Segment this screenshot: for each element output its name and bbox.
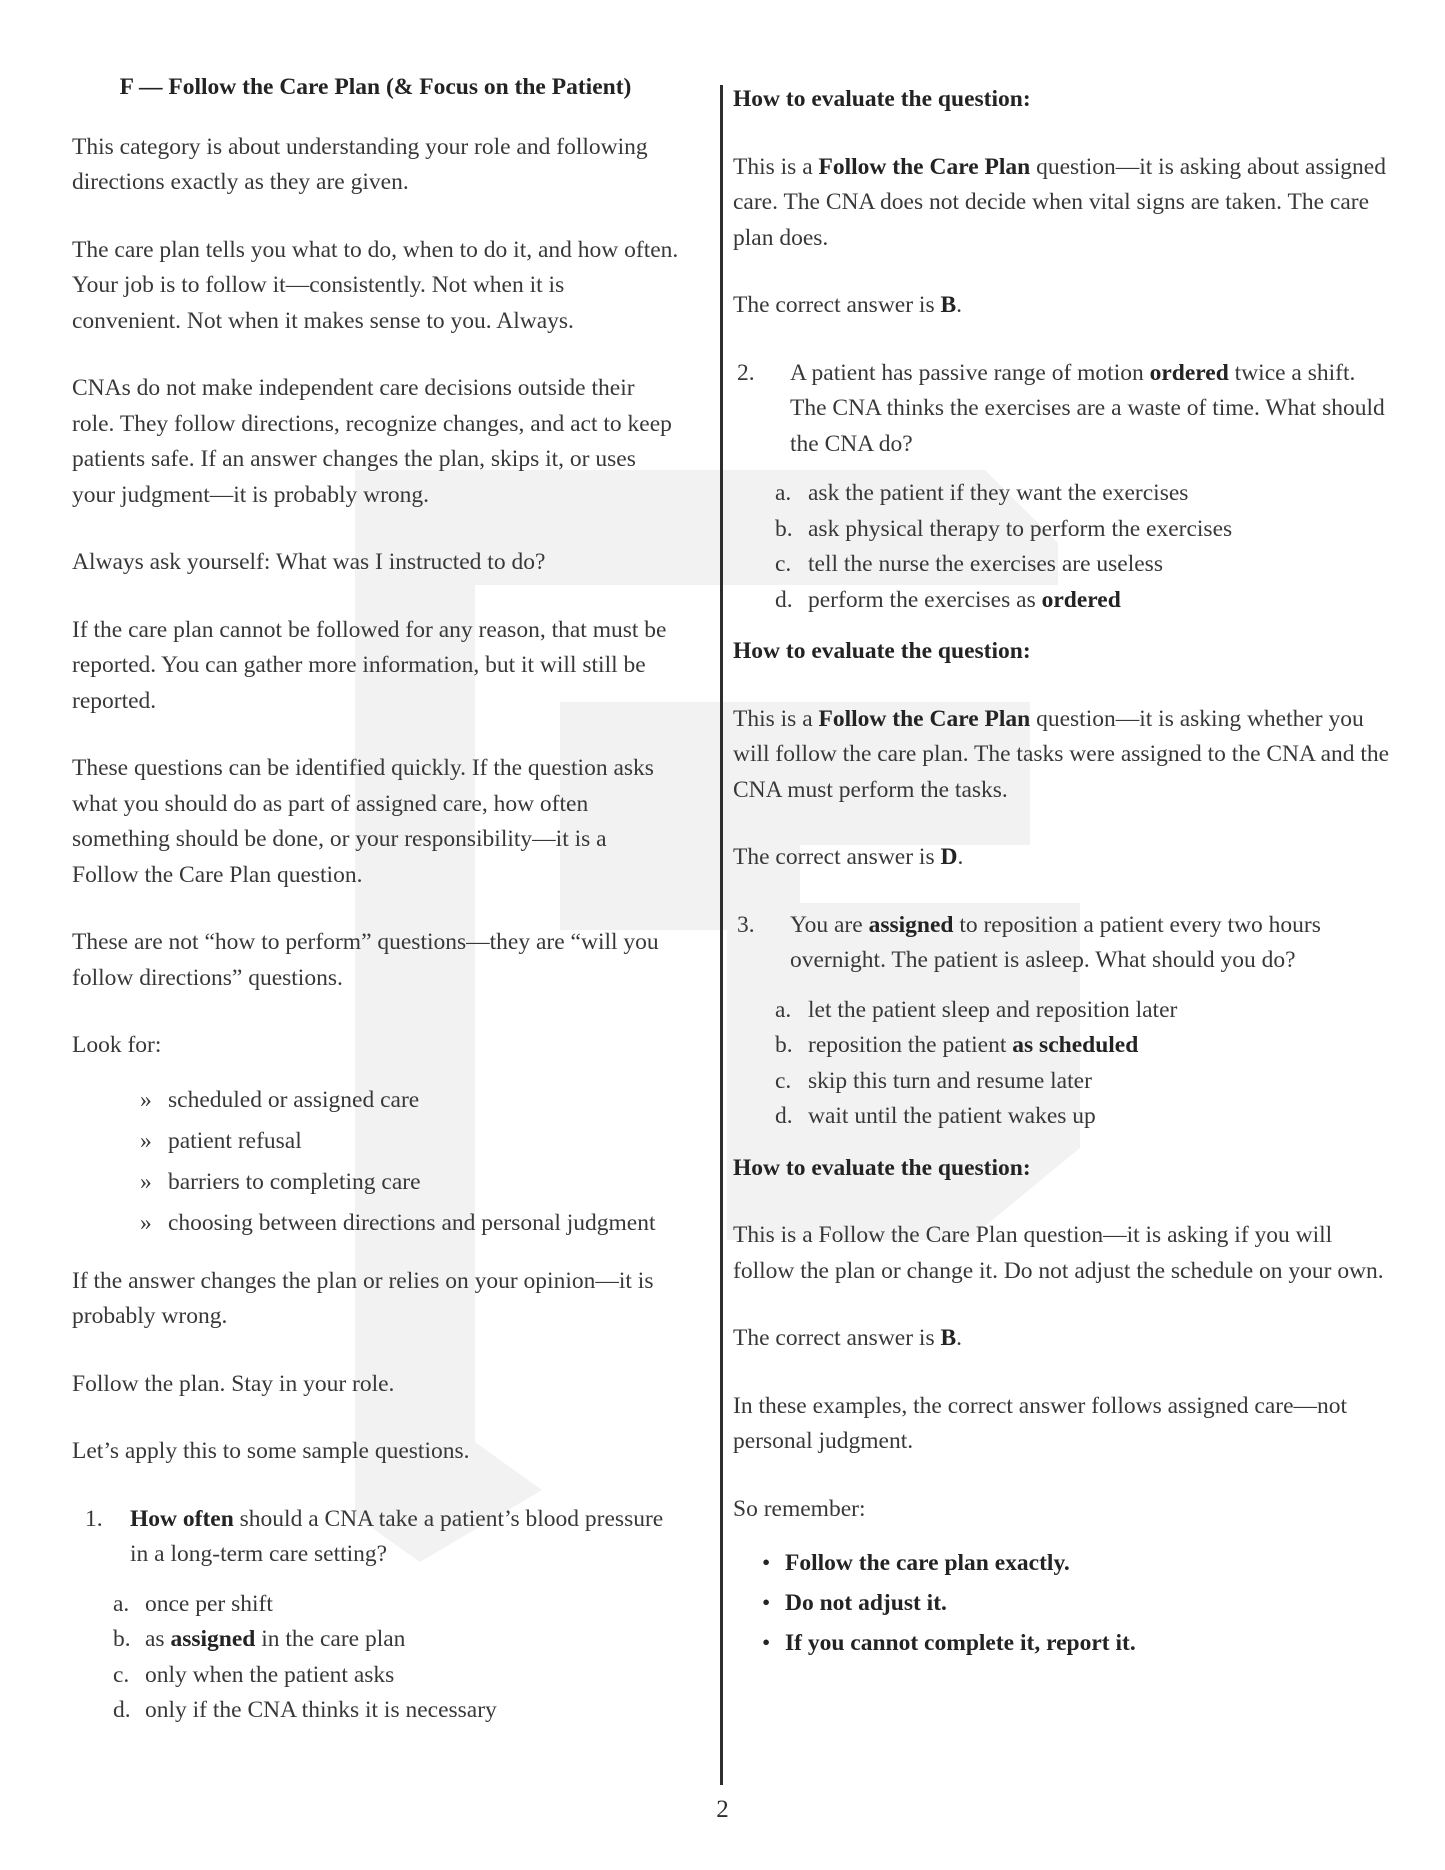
question-2	[733, 356, 1395, 463]
bullet-item-text: choosing between directions and personal judgment	[168, 1209, 656, 1236]
remember-item	[733, 1583, 1395, 1623]
bullet-item-text: barriers to completing care	[168, 1168, 421, 1195]
bullet-item	[72, 1121, 679, 1162]
intro-paragraph-2: The care plan tells you what to do, when to do it, and how often. Your job is to follow it—consistently. Not when it is convenient. Not when it makes sense to you. Always.	[72, 236, 679, 334]
option-text: perform the exercises as ordered	[808, 586, 1121, 613]
question-1-option-d	[72, 1693, 679, 1729]
question-3-text: You are assigned to reposition a patient every two hours overnight. The patient is asleep. What should you do?	[790, 911, 1321, 973]
option-text: tell the nurse the exercises are useless	[808, 551, 1163, 577]
option-text: once per shift	[145, 1590, 273, 1617]
dot-bullet-icon: •	[762, 1590, 771, 1616]
remember-item	[733, 1623, 1395, 1663]
section-title: F — Follow the Care Plan (& Focus on the Patient)	[119, 74, 632, 100]
intro-paragraph-3: CNAs do not make independent care decisions outside their role. They follow directions, recognize changes, and act to keep patients safe. If an answer changes the plan, skips it, or uses your judgment—it is probably wrong.	[72, 375, 672, 508]
question-3	[733, 908, 1395, 979]
option-text: only when the patient asks	[145, 1661, 395, 1688]
question-1-option-c	[72, 1658, 679, 1694]
question-3-option-a	[733, 993, 1395, 1029]
option-text: skip this turn and resume later	[808, 1067, 1092, 1094]
bullet-item	[72, 1162, 679, 1203]
question-1-option-b	[72, 1622, 679, 1658]
dot-bullet-icon: •	[762, 1630, 771, 1656]
option-letter: a.	[113, 1590, 130, 1617]
correct-answer-2: The correct answer is D.	[733, 844, 964, 870]
option-letter: b.	[113, 1626, 131, 1652]
question-1-option-a	[72, 1587, 679, 1623]
correct-answer-1: The correct answer is B.	[733, 292, 963, 318]
question-3-number: 3.	[737, 911, 755, 938]
dot-bullet-icon: •	[762, 1550, 771, 1576]
option-letter: b.	[775, 515, 793, 542]
remember-item-text: Do not adjust it.	[785, 1590, 947, 1616]
option-letter: b.	[775, 1032, 793, 1058]
question-1-options	[72, 1587, 679, 1729]
option-letter: c.	[775, 1067, 792, 1094]
question-2-option-b	[733, 512, 1395, 548]
option-letter: a.	[775, 996, 792, 1023]
correct-answer-3: The correct answer is B.	[733, 1325, 963, 1351]
intro-paragraph-1: This category is about understanding your role and following directions exactly as they are given.	[72, 133, 648, 195]
bullet-item	[72, 1080, 679, 1121]
question-2-options	[733, 476, 1395, 618]
option-letter: c.	[113, 1661, 130, 1688]
closing-paragraph: In these examples, the correct answer follows assigned care—not personal judgment.	[733, 1392, 1348, 1454]
option-text: ask physical therapy to perform the exercises	[808, 515, 1233, 542]
question-2-option-a	[733, 476, 1395, 512]
look-for-label: Look for:	[72, 1032, 162, 1058]
intro-paragraph-6: These questions can be identified quickly. If the question asks what you should do as part of assigned care, how often something should be done, or your responsibility—it is a Follow the Care Plan question.	[72, 755, 654, 888]
page-number: 2	[716, 1796, 729, 1823]
evaluation-paragraph-3: This is a Follow the Care Plan question—it is asking if you will follow the plan or change it. Do not adjust the schedule on your own.	[733, 1222, 1384, 1284]
intro-paragraph-9: Follow the plan. Stay in your role.	[72, 1370, 395, 1397]
remember-item-text: Follow the care plan exactly.	[785, 1550, 1070, 1576]
question-2-option-c	[733, 547, 1395, 583]
column-divider	[720, 85, 723, 1785]
option-letter: a.	[775, 480, 792, 506]
option-text: as assigned in the care plan	[145, 1626, 406, 1652]
option-text: ask the patient if they want the exercises	[808, 480, 1189, 506]
evaluate-heading-2: How to evaluate the question:	[733, 638, 1031, 664]
chevron-bullet-icon: »	[140, 1168, 152, 1195]
question-3-option-d	[733, 1099, 1395, 1135]
bullet-item	[72, 1203, 679, 1244]
chevron-bullet-icon: »	[140, 1209, 152, 1236]
intro-paragraph-7: These are not “how to perform” questions—they are “will you follow directions” questions.	[72, 929, 659, 991]
look-for-bullet-list	[72, 1080, 679, 1244]
bullet-item-text: patient refusal	[168, 1127, 302, 1154]
question-1-text: How often should a CNA take a patient’s blood pressure in a long-term care setting?	[130, 1505, 664, 1567]
question-2-number: 2.	[737, 359, 755, 386]
intro-paragraph-8: If the answer changes the plan or relies on your opinion—it is probably wrong.	[72, 1267, 654, 1329]
option-letter: d.	[775, 586, 793, 613]
option-text: only if the CNA thinks it is necessary	[145, 1697, 497, 1723]
question-1	[72, 1502, 679, 1573]
option-text: wait until the patient wakes up	[808, 1103, 1096, 1129]
chevron-bullet-icon: »	[140, 1127, 152, 1154]
question-3-option-c	[733, 1064, 1395, 1100]
question-3-options	[733, 993, 1395, 1135]
option-letter: c.	[775, 551, 792, 577]
evaluate-heading-3: How to evaluate the question:	[733, 1154, 1031, 1181]
intro-paragraph-10: Let’s apply this to some sample questions.	[72, 1438, 470, 1464]
left-column	[72, 70, 679, 1747]
intro-paragraph-4: Always ask yourself: What was I instructed to do?	[72, 549, 546, 575]
evaluation-paragraph-2: This is a Follow the Care Plan question—it is asking whether you will follow the care plan. The tasks were assigned to the CNA and the CNA must perform the tasks.	[733, 705, 1390, 803]
option-letter: d.	[775, 1103, 793, 1129]
right-column	[733, 82, 1395, 1663]
option-letter: d.	[113, 1697, 131, 1723]
remember-bullet-list	[733, 1543, 1395, 1663]
evaluation-paragraph-1: This is a Follow the Care Plan question—it is asking about assigned care. The CNA does not decide when vital signs are taken. The care plan does.	[733, 153, 1386, 251]
remember-item	[733, 1543, 1395, 1583]
option-text: let the patient sleep and reposition later	[808, 996, 1178, 1023]
evaluate-heading-1: How to evaluate the question:	[733, 86, 1031, 112]
question-2-option-d	[733, 583, 1395, 619]
bullet-item-text: scheduled or assigned care	[168, 1086, 420, 1113]
question-1-number: 1.	[85, 1505, 103, 1532]
question-3-option-b	[733, 1028, 1395, 1064]
chevron-bullet-icon: »	[140, 1086, 152, 1113]
option-text: reposition the patient as scheduled	[808, 1032, 1139, 1058]
so-remember-label: So remember:	[733, 1495, 866, 1522]
remember-item-text: If you cannot complete it, report it.	[785, 1630, 1136, 1656]
intro-paragraph-5: If the care plan cannot be followed for any reason, that must be reported. You can gather more information, but it will still be reported.	[72, 616, 667, 714]
question-2-text: A patient has passive range of motion ordered twice a shift. The CNA thinks the exercises are a waste of time. What should the CNA do?	[790, 359, 1385, 457]
